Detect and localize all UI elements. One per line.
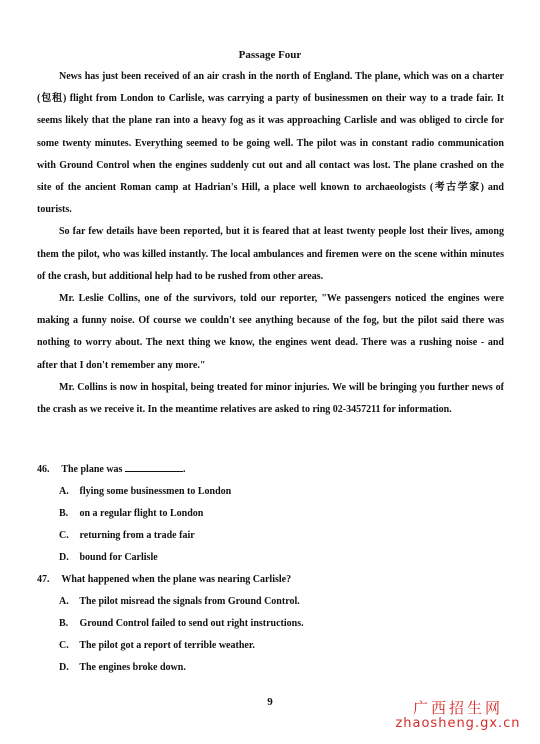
- passage-paragraph-2: So far few details have been reported, but it is feared that at least twenty people lost their lives, among them the pilot, who was killed instantly. The local ambulances and firemen were on the scene within minutes of the crash, but additional help had to be rushed from other areas.: [37, 226, 504, 282]
- question-text: What happened when the plane was nearing Carlisle?: [61, 574, 292, 585]
- option-d: [37, 657, 504, 679]
- question-number: 47.: [37, 574, 50, 585]
- question-stem: [37, 569, 504, 591]
- option-letter: C.: [59, 640, 69, 651]
- passage-paragraph-4: Mr. Collins is now in hospital, being treated for minor injuries. We will be bringing you further news of the crash as we receive it. In the meantime relatives are asked to ring 02-3457211 for information.: [37, 381, 504, 416]
- option-c: [37, 525, 504, 547]
- option-letter: B.: [59, 508, 69, 519]
- question-text: The plane was: [61, 464, 123, 475]
- option-c: [37, 635, 504, 657]
- option-a: [37, 591, 504, 613]
- watermark-url-text: zhaosheng.gx.cn: [395, 716, 521, 732]
- answer-blank: [125, 460, 183, 472]
- option-letter: C.: [59, 530, 69, 541]
- option-a: [37, 481, 504, 503]
- question-46: [37, 459, 504, 569]
- option-text: returning from a trade fair: [79, 530, 195, 541]
- option-letter: D.: [59, 552, 69, 563]
- option-text: bound for Carlisle: [79, 552, 158, 563]
- question-47: [37, 569, 504, 679]
- option-text: The pilot got a report of terrible weather.: [79, 640, 255, 651]
- question-stem: [37, 459, 504, 481]
- passage-paragraph-1: News has just been received of an air crash in the north of England. The plane, which was on a charter (包租) flight from London to Carlisle, was carrying a party of businessmen on their way to a trade fair. It seems likely that the plane ran into a heavy fog as it was approaching Carlisle and was obliged to circle for some twenty minutes. Everything seemed to be going well. The pilot was in constant radio communication with Ground Control when the engines suddenly cut out and all contact was lost. The plane crashed on the site of the ancient Roman camp at Hadrian's Hill, a place well known to archaeologists (考古学家) and tourists.: [37, 71, 504, 216]
- passage-title: Passage Four: [238, 49, 302, 61]
- site-watermark: [388, 700, 528, 732]
- option-letter: B.: [59, 618, 69, 629]
- option-text: The pilot misread the signals from Ground Control.: [79, 596, 300, 607]
- question-number: 46.: [37, 464, 50, 475]
- page-number: 9: [267, 696, 273, 708]
- option-d: [37, 547, 504, 569]
- option-letter: A.: [59, 486, 69, 497]
- option-text: Ground Control failed to send out right instructions.: [79, 618, 304, 629]
- question-list: [37, 459, 504, 679]
- option-text: The engines broke down.: [79, 662, 186, 673]
- option-b: [37, 503, 504, 525]
- option-letter: D.: [59, 662, 69, 673]
- watermark-chinese-text: 广西招生网: [412, 699, 503, 717]
- option-b: [37, 613, 504, 635]
- passage-body: [37, 66, 504, 421]
- option-letter: A.: [59, 596, 69, 607]
- passage-paragraph-3: Mr. Leslie Collins, one of the survivors, told our reporter, "We passengers noticed the engines were making a funny noise. Of course we couldn't see anything because of the fog, but the pilot said there was nothing to worry about. The next thing we know, the engines went dead. There was a rushing noise - and after that I don't remember any more.": [37, 293, 504, 371]
- question-text-end: .: [182, 464, 186, 475]
- option-text: flying some businessmen to London: [79, 486, 232, 497]
- option-text: on a regular flight to London: [79, 508, 204, 519]
